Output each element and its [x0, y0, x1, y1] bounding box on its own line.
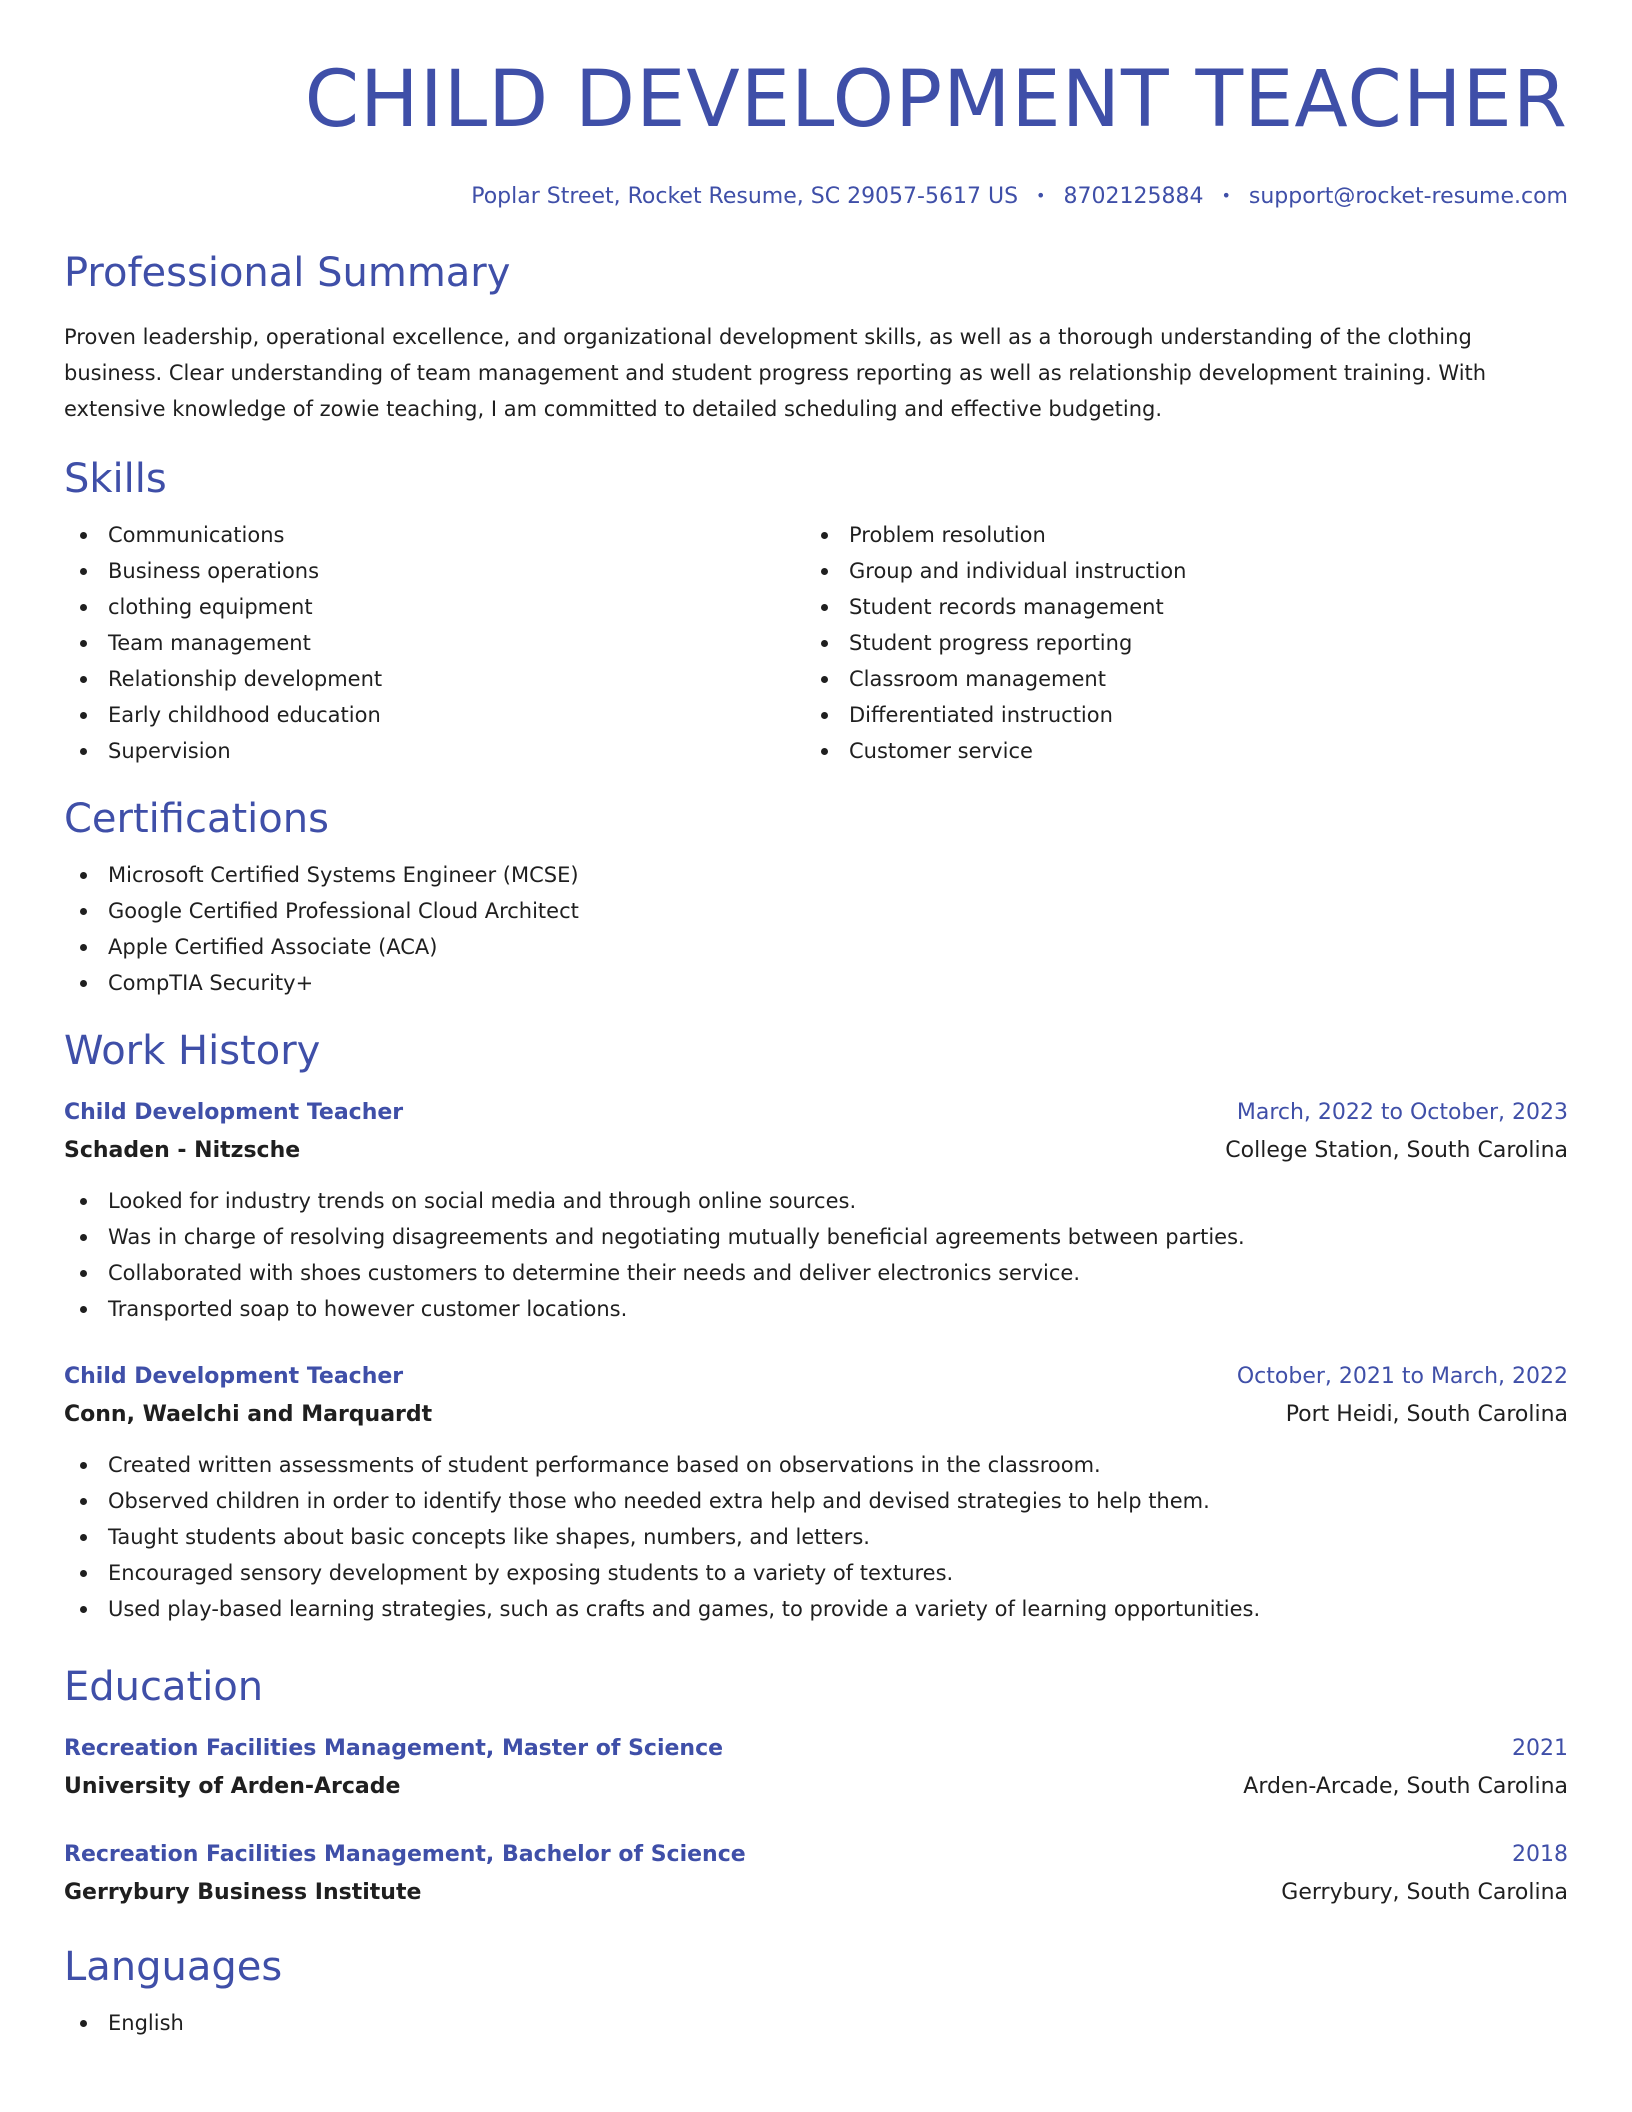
education-subheader — [64, 1873, 1568, 1913]
skills-list-right — [805, 517, 1546, 769]
education-subheader — [64, 1767, 1568, 1807]
education-header — [64, 1837, 1568, 1873]
resume-name: CHILD DEVELOPMENT TEACHER — [304, 55, 1568, 145]
job-bullets — [64, 1447, 1568, 1627]
job-entry — [64, 1095, 1568, 1327]
skill-item: Communications — [64, 517, 805, 553]
job-bullet: Encouraged sensory development by exposing students to a variety of textures. — [64, 1555, 1568, 1591]
skill-item: Supervision — [64, 733, 805, 769]
contact-address: Poplar Street, Rocket Resume, SC 29057-5617 US — [471, 184, 1019, 209]
skill-item: clothing equipment — [64, 589, 805, 625]
job-company: Conn, Waelchi and Marquardt — [64, 1402, 433, 1427]
job-bullets — [64, 1183, 1568, 1327]
section-title-summary: Professional Summary — [64, 250, 511, 296]
skill-item: Student records management — [805, 589, 1546, 625]
languages-list — [64, 2005, 1568, 2041]
section-title-work-history: Work History — [64, 1028, 321, 1074]
job-role: Child Development Teacher — [64, 1100, 404, 1125]
job-bullet: Transported soap to however customer locations. — [64, 1291, 1568, 1327]
skill-item: Problem resolution — [805, 517, 1546, 553]
contact-line — [64, 184, 1568, 209]
skill-item: Group and individual instruction — [805, 553, 1546, 589]
job-location: Port Heidi, South Carolina — [1285, 1402, 1568, 1427]
skill-item: Team management — [64, 625, 805, 661]
skill-item: Differentiated instruction — [805, 697, 1546, 733]
education-school: Gerrybury Business Institute — [64, 1880, 422, 1905]
job-subheader — [64, 1131, 1568, 1171]
job-subheader — [64, 1395, 1568, 1435]
summary-text: Proven leadership, operational excellence, and organizational development skills, as well as a thorough understanding of the clothing business. Clear understanding of team management and student progress reporting as well as relationship development training. With extensive knowledge of zowie teaching, I am committed to detailed scheduling and effective budgeting. — [64, 325, 1487, 421]
job-dates: March, 2022 to October, 2023 — [1236, 1100, 1568, 1125]
education-location: Arden-Arcade, South Carolina — [1243, 1774, 1568, 1799]
certifications-list — [64, 857, 1568, 1001]
job-location: College Station, South Carolina — [1225, 1138, 1568, 1163]
job-header — [64, 1359, 1568, 1395]
certification-item: Apple Certified Associate (ACA) — [64, 929, 1568, 965]
education-degree: Recreation Facilities Management, Bachelor of Science — [64, 1842, 746, 1867]
job-bullet: Taught students about basic concepts like shapes, numbers, and letters. — [64, 1519, 1568, 1555]
education-entry — [64, 1731, 1568, 1807]
section-title-education: Education — [64, 1664, 264, 1710]
job-bullet: Created written assessments of student performance based on observations in the classroom. — [64, 1447, 1568, 1483]
skill-item: Business operations — [64, 553, 805, 589]
certification-item: Google Certified Professional Cloud Architect — [64, 893, 1568, 929]
skill-item: Classroom management — [805, 661, 1546, 697]
job-bullet: Observed children in order to identify those who needed extra help and devised strategies to help them. — [64, 1483, 1568, 1519]
job-bullet: Looked for industry trends on social media and through online sources. — [64, 1183, 1568, 1219]
education-degree: Recreation Facilities Management, Master of Science — [64, 1736, 724, 1761]
skills-columns — [64, 517, 1568, 769]
education-header — [64, 1731, 1568, 1767]
section-title-certifications: Certifications — [64, 796, 329, 842]
job-role: Child Development Teacher — [64, 1364, 404, 1389]
education-location: Gerrybury, South Carolina — [1281, 1880, 1568, 1905]
job-bullet: Used play-based learning strategies, such as crafts and games, to provide a variety of learning opportunities. — [64, 1591, 1568, 1627]
contact-separator: • — [1221, 186, 1231, 205]
job-dates: October, 2021 to March, 2022 — [1236, 1364, 1568, 1389]
certification-item: CompTIA Security+ — [64, 965, 1568, 1001]
job-company: Schaden - Nitzsche — [64, 1138, 301, 1163]
job-entry — [64, 1359, 1568, 1627]
contact-email: support@rocket-resume.com — [1248, 184, 1568, 209]
section-title-languages: Languages — [64, 1944, 283, 1990]
education-year: 2018 — [1512, 1842, 1568, 1867]
job-header — [64, 1095, 1568, 1131]
skill-item: Relationship development — [64, 661, 805, 697]
job-bullet: Collaborated with shoes customers to determine their needs and deliver electronics service. — [64, 1255, 1568, 1291]
education-entry — [64, 1837, 1568, 1913]
education-year: 2021 — [1512, 1736, 1568, 1761]
skills-list-left — [64, 517, 805, 769]
certification-item: Microsoft Certified Systems Engineer (MCSE) — [64, 857, 1568, 893]
skill-item: Early childhood education — [64, 697, 805, 733]
language-item: English — [64, 2005, 1568, 2041]
contact-phone: 8702125884 — [1063, 184, 1204, 209]
job-bullet: Was in charge of resolving disagreements and negotiating mutually beneficial agreements between parties. — [64, 1219, 1568, 1255]
skill-item: Customer service — [805, 733, 1546, 769]
education-school: University of Arden-Arcade — [64, 1774, 401, 1799]
skill-item: Student progress reporting — [805, 625, 1546, 661]
contact-separator: • — [1036, 186, 1046, 205]
section-title-skills: Skills — [64, 456, 167, 502]
